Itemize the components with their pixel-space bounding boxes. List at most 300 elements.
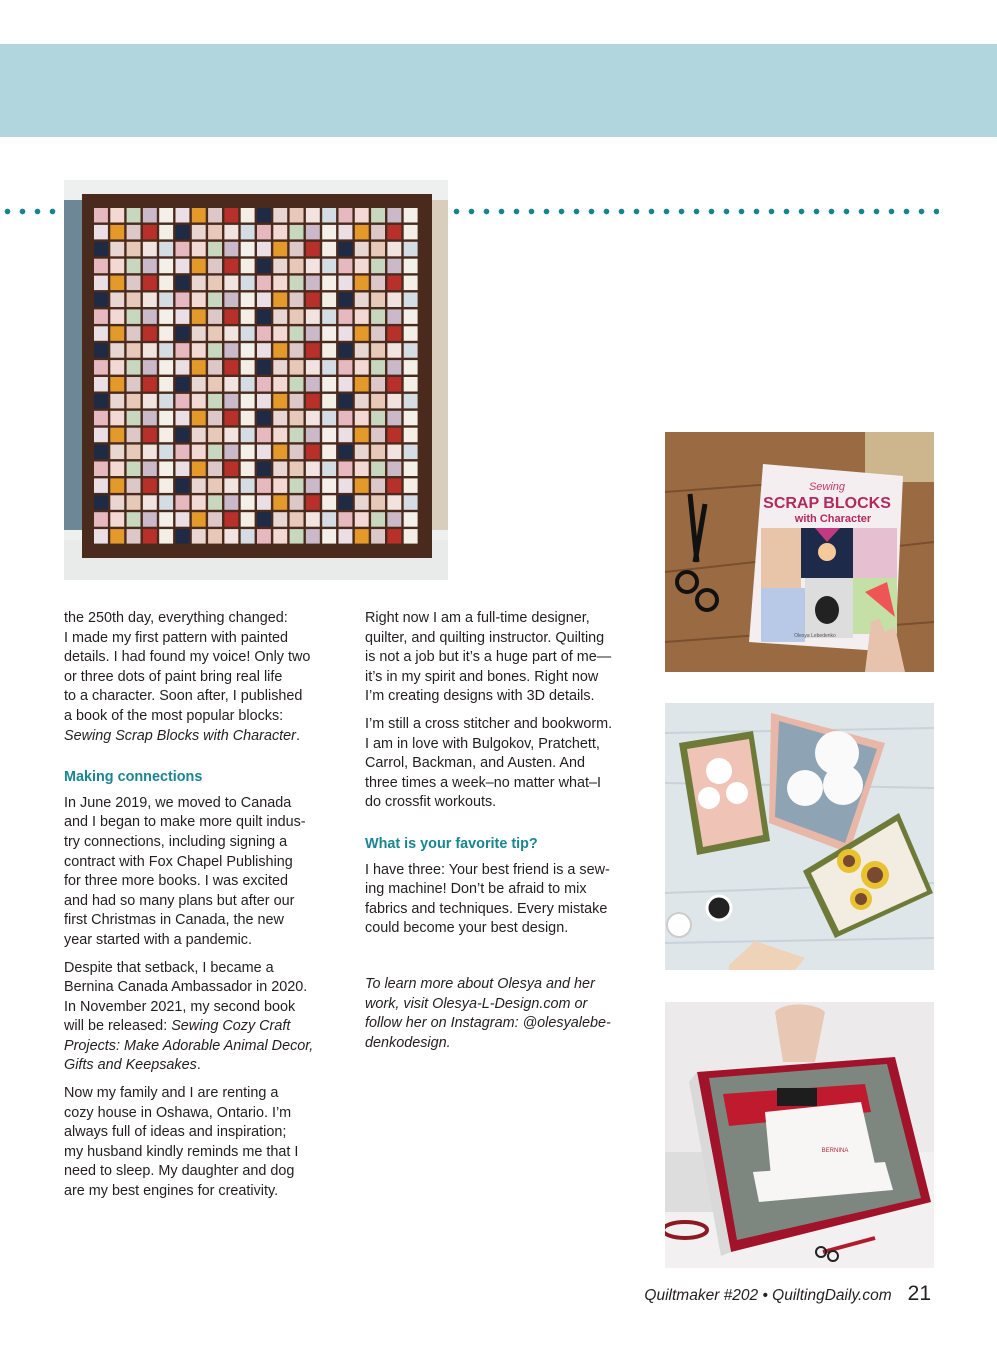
- quilt-block: [290, 293, 304, 308]
- quilt-block: [143, 259, 157, 274]
- quilt-block: [306, 495, 320, 510]
- quilt-block: [224, 326, 238, 341]
- quilt-block: [371, 428, 385, 443]
- quilt-block: [290, 394, 304, 409]
- bernina-label: BERNINA: [821, 1148, 849, 1154]
- paragraph: In June 2019, we moved to Canada and I began to make more quilt indus- try connections, including signing a contract with Fox Chapel Publishing for three more books. I was excited and had so many plans but after our first Christmas in Canada, the new year started with a pandemic.: [64, 794, 306, 948]
- quilt-block: [94, 360, 108, 375]
- paragraph: Right now I am a full-time designer, quilter, and quilting instructor. Quilting is not a job but it’s a huge part of me— it’s in my spirit and bones. Right now I’m creating designs with 3D details.: [365, 610, 612, 705]
- quilt-block: [192, 394, 206, 409]
- quilt-block: [290, 360, 304, 375]
- quilt-block: [387, 462, 401, 477]
- quilt-block: [224, 309, 238, 324]
- quilt-block: [110, 445, 124, 460]
- contact-info-text: To learn more about Olesya and her work, visit Olesya-L-Design.com or follow her on Instagram: @olesyalebe- denkodesign.: [365, 975, 611, 1051]
- quilt-block: [404, 225, 418, 240]
- punctuation: .: [295, 727, 300, 744]
- quilt-block: [143, 276, 157, 291]
- quilt-block: [387, 394, 401, 409]
- quilt-block: [127, 276, 141, 291]
- quilt-block: [290, 276, 304, 291]
- quilt-block: [306, 462, 320, 477]
- quilt-block: [322, 445, 336, 460]
- quilt-block: [355, 242, 369, 256]
- article-column-1: [64, 609, 349, 1210]
- quilt-block: [176, 394, 190, 409]
- quilt-block: [192, 512, 206, 527]
- quilt-block: [387, 360, 401, 375]
- quilt-block: [339, 529, 353, 544]
- quilt-block: [159, 394, 173, 409]
- quilt-block: [241, 529, 255, 544]
- quilt-block: [159, 478, 173, 493]
- quilt-block: [192, 411, 206, 426]
- quilt-block: [208, 360, 222, 375]
- quilt-block: [208, 293, 222, 308]
- quilt-block: [404, 360, 418, 375]
- quilt-block: [127, 411, 141, 426]
- book-title-line3: with Character: [794, 513, 872, 525]
- quilt-block: [127, 495, 141, 510]
- mini-quilts-photo: [665, 703, 934, 970]
- quilt-block: [387, 309, 401, 324]
- quilt-block: [159, 360, 173, 375]
- quilt-block: [241, 428, 255, 443]
- quilt-block: [290, 495, 304, 510]
- quilt-block: [322, 208, 336, 223]
- quilt-block: [159, 343, 173, 358]
- article-column-2: [365, 609, 655, 1061]
- quilt-block: [241, 445, 255, 460]
- quilt-block: [143, 495, 157, 510]
- quilt-block: [387, 259, 401, 274]
- quilt-block: [290, 343, 304, 358]
- quilt-block: [143, 394, 157, 409]
- quilt-block: [159, 377, 173, 392]
- quilt-block: [176, 343, 190, 358]
- quilt-block: [404, 293, 418, 308]
- quilt-block: [257, 259, 271, 274]
- quilt-block: [241, 343, 255, 358]
- quilt-block: [241, 259, 255, 274]
- quilt-block: [322, 259, 336, 274]
- quilt-block: [143, 326, 157, 341]
- quilt-block: [371, 462, 385, 477]
- quilt-block: [143, 360, 157, 375]
- quilt-block: [241, 293, 255, 308]
- quilt-block: [127, 529, 141, 544]
- quilt-block: [290, 242, 304, 256]
- quilt-block: [387, 343, 401, 358]
- quilt-block: [339, 512, 353, 527]
- quilt-block: [404, 411, 418, 426]
- quilt-block: [159, 462, 173, 477]
- quilt-block: [339, 259, 353, 274]
- quilt-block: [371, 495, 385, 510]
- quilt-block: [110, 276, 124, 291]
- quilt-block: [371, 394, 385, 409]
- quilt-block: [176, 445, 190, 460]
- quilt-block: [404, 495, 418, 510]
- quilt-block: [176, 529, 190, 544]
- paragraph: I have three: Your best friend is a sew- ing machine! Don’t be afraid to mix fabrics and techniques. Every mistake could become your best design.: [365, 861, 610, 937]
- quilt-block: [208, 445, 222, 460]
- book-author: Olesya Lebedenko: [794, 633, 836, 639]
- quilt-block: [176, 259, 190, 274]
- quilt-block: [241, 309, 255, 324]
- quilt-block: [143, 343, 157, 358]
- quilt-block: [110, 428, 124, 443]
- quilt-block: [387, 225, 401, 240]
- quilt-block: [257, 377, 271, 392]
- quilt-block: [306, 377, 320, 392]
- quilt-block: [241, 208, 255, 223]
- quilt-block: [339, 208, 353, 223]
- quilt-block: [355, 394, 369, 409]
- quilt-block: [159, 529, 173, 544]
- quilt-block: [273, 360, 287, 375]
- quilt-block: [339, 377, 353, 392]
- quilt-block: [306, 512, 320, 527]
- quilt-block: [176, 293, 190, 308]
- quilt-block: [355, 343, 369, 358]
- quilt-block: [371, 259, 385, 274]
- quilt-block: [208, 478, 222, 493]
- quilt-block: [387, 242, 401, 256]
- quilt-block: [159, 293, 173, 308]
- quilt-block: [257, 360, 271, 375]
- quilt-block: [322, 377, 336, 392]
- quilt-block: [339, 478, 353, 493]
- quilt-block: [241, 326, 255, 341]
- quilt-block: [143, 478, 157, 493]
- paragraph-text: the 250th day, everything changed: I made my first pattern with painted details. I had found my voice! Only two or three dots of paint bring real life to a character. Soon after, I published a book of the most popular blocks:: [64, 610, 311, 724]
- quilt-block: [159, 276, 173, 291]
- quilt-block: [371, 309, 385, 324]
- quilt-block: [355, 529, 369, 544]
- quilt-block: [306, 445, 320, 460]
- quilt-block: [208, 225, 222, 240]
- quilt-block: [306, 360, 320, 375]
- paragraph: Now my family and I are renting a cozy house in Oshawa, Ontario. I’m always full of ideas and inspiration; my husband kindly reminds me that I need to sleep. My daughter and dog are my best engines for creativity.: [64, 1085, 299, 1200]
- quilt-block: [224, 462, 238, 477]
- quilt-block: [159, 208, 173, 223]
- quilt-block: [257, 495, 271, 510]
- quilt-block: [143, 225, 157, 240]
- quilt-block: [322, 293, 336, 308]
- quilt-block: [273, 259, 287, 274]
- quilt-block: [355, 495, 369, 510]
- quilt-block: [290, 411, 304, 426]
- quilt-block: [110, 225, 124, 240]
- quilt-block: [404, 377, 418, 392]
- paragraph-text: Despite that setback, I became a Bernina Canada Ambassador in 2020. In November 2021, my second book will be released:: [64, 959, 308, 1035]
- quilt-block: [192, 529, 206, 544]
- quilt-block: [241, 242, 255, 256]
- quilt-block: [208, 208, 222, 223]
- quilt-block: [159, 309, 173, 324]
- section-heading-making-connections: Making connections: [64, 769, 203, 786]
- quilt-block: [355, 512, 369, 527]
- quilt-block: [192, 326, 206, 341]
- quilt-block: [355, 445, 369, 460]
- quilt-block: [273, 309, 287, 324]
- quilt-block: [241, 377, 255, 392]
- quilt-block: [322, 326, 336, 341]
- quilt-block: [306, 225, 320, 240]
- quilt-block: [355, 377, 369, 392]
- book-title-italic: Sewing Scrap Blocks with Character: [64, 727, 296, 744]
- quilt-block: [257, 445, 271, 460]
- quilt-block: [306, 529, 320, 544]
- quilt-block: [192, 428, 206, 443]
- quilt-block: [339, 343, 353, 358]
- punctuation: .: [196, 1057, 201, 1074]
- quilt-block: [192, 242, 206, 256]
- quilt-block: [306, 343, 320, 358]
- quilt-block: [404, 478, 418, 493]
- quilt-block: [224, 225, 238, 240]
- quilt-block: [94, 495, 108, 510]
- quilt-block: [208, 326, 222, 341]
- quilt-block: [257, 529, 271, 544]
- quilt-block: [290, 377, 304, 392]
- quilt-block: [176, 478, 190, 493]
- quilt-block: [273, 529, 287, 544]
- quilt-block: [371, 377, 385, 392]
- quilt-block: [387, 445, 401, 460]
- quilt-block: [94, 276, 108, 291]
- quilt-block: [110, 259, 124, 274]
- quilt-block: [306, 394, 320, 409]
- quilt-block: [387, 529, 401, 544]
- quilt-block: [94, 259, 108, 274]
- quilt-block: [224, 411, 238, 426]
- quilt-block: [387, 411, 401, 426]
- quilt-block: [322, 478, 336, 493]
- quilt-block: [208, 343, 222, 358]
- quilt-block: [290, 512, 304, 527]
- quilt-block: [208, 428, 222, 443]
- quilt-block: [322, 276, 336, 291]
- quilt-block: [224, 293, 238, 308]
- section-heading-favorite-tip: What is your favorite tip?: [365, 835, 538, 852]
- quilt-block: [339, 360, 353, 375]
- quilt-block: [224, 394, 238, 409]
- quilt-block: [339, 445, 353, 460]
- quilt-block: [355, 478, 369, 493]
- quilt-block: [404, 394, 418, 409]
- quilt-block: [127, 445, 141, 460]
- quilt-block: [143, 411, 157, 426]
- quilt-block: [306, 326, 320, 341]
- quilt-block: [404, 242, 418, 256]
- quilt-block: [192, 293, 206, 308]
- quilt-block: [127, 343, 141, 358]
- quilt-block: [143, 462, 157, 477]
- quilt-block: [355, 411, 369, 426]
- quilt-block: [355, 309, 369, 324]
- quilt-block: [322, 360, 336, 375]
- quilt-block: [176, 309, 190, 324]
- quilt-block: [257, 512, 271, 527]
- quilt-block: [290, 445, 304, 460]
- quilt-block: [176, 377, 190, 392]
- quilt-block: [355, 259, 369, 274]
- quilt-block: [127, 462, 141, 477]
- quilt-block: [241, 478, 255, 493]
- quilt-block: [192, 343, 206, 358]
- quilt-block: [94, 377, 108, 392]
- book-photo: [665, 432, 934, 672]
- quilt-block: [127, 326, 141, 341]
- paragraph: [64, 959, 349, 1077]
- quilt-block: [322, 394, 336, 409]
- quilt-block: [110, 343, 124, 358]
- quilt-block: [371, 529, 385, 544]
- quilt-block: [257, 242, 271, 256]
- quilt-block: [322, 529, 336, 544]
- paragraph: [64, 609, 349, 746]
- quilt-block: [257, 309, 271, 324]
- quilt-block: [176, 326, 190, 341]
- quilt-block: [273, 394, 287, 409]
- quilt-block: [290, 529, 304, 544]
- quilt-block: [110, 208, 124, 223]
- quilt-block: [404, 276, 418, 291]
- quilt-block: [387, 428, 401, 443]
- quilt-block: [387, 276, 401, 291]
- quilt-block: [355, 276, 369, 291]
- quilt-block: [273, 428, 287, 443]
- quilt-block: [224, 276, 238, 291]
- quilt-block: [94, 512, 108, 527]
- quilt-block: [127, 309, 141, 324]
- quilt-block: [208, 529, 222, 544]
- book-title-line2: SCRAP BLOCKS: [763, 495, 891, 512]
- quilt-block: [224, 259, 238, 274]
- quilt-block: [371, 360, 385, 375]
- quilt-block: [371, 411, 385, 426]
- quilt-block: [192, 495, 206, 510]
- quilt-block: [273, 242, 287, 256]
- quilt-block: [322, 309, 336, 324]
- quilt-block: [273, 326, 287, 341]
- quilt-block: [159, 242, 173, 256]
- quilt-block: [224, 529, 238, 544]
- quilt-block: [257, 326, 271, 341]
- quilt-block: [176, 512, 190, 527]
- header-color-band: [0, 44, 997, 137]
- quilt-block: [127, 377, 141, 392]
- quilt-block: [290, 428, 304, 443]
- quilt-block: [176, 360, 190, 375]
- quilt-block: [241, 495, 255, 510]
- quilt-block: [143, 208, 157, 223]
- quilt-block: [371, 225, 385, 240]
- quilt-block: [404, 309, 418, 324]
- quilt-block: [257, 428, 271, 443]
- quilt-block: [208, 411, 222, 426]
- quilt-block: [208, 495, 222, 510]
- quilt-block: [176, 462, 190, 477]
- quilt-block: [322, 495, 336, 510]
- quilt-block: [404, 445, 418, 460]
- quilt-block: [192, 208, 206, 223]
- quilt-block: [94, 411, 108, 426]
- quilt-block: [257, 411, 271, 426]
- quilt-block: [192, 360, 206, 375]
- quilt-block: [273, 276, 287, 291]
- quilt-block: [387, 495, 401, 510]
- quilt-block: [290, 326, 304, 341]
- quilt-block: [224, 428, 238, 443]
- quilt-block: [94, 225, 108, 240]
- quilt-block: [273, 462, 287, 477]
- quilt-block: [355, 360, 369, 375]
- quilt-block: [404, 343, 418, 358]
- quilt-block: [339, 411, 353, 426]
- quilt-block: [273, 512, 287, 527]
- quilt-block: [339, 276, 353, 291]
- quilt-block: [224, 478, 238, 493]
- quilt-photo: [64, 180, 448, 580]
- quilt-block: [224, 377, 238, 392]
- quilt-block: [110, 360, 124, 375]
- quilt-block: [208, 309, 222, 324]
- quilt-block: [176, 495, 190, 510]
- quilt-block: [224, 343, 238, 358]
- quilt-block: [241, 462, 255, 477]
- quilt-block: [306, 428, 320, 443]
- quilt-block: [192, 377, 206, 392]
- quilt-block: [110, 394, 124, 409]
- quilt-block: [208, 462, 222, 477]
- quilt-block: [322, 462, 336, 477]
- quilt-block: [143, 242, 157, 256]
- quilt-block: [257, 293, 271, 308]
- quilt-block: [208, 276, 222, 291]
- quilt-block: [110, 462, 124, 477]
- quilt-block: [404, 512, 418, 527]
- quilt-block: [94, 462, 108, 477]
- quilt-block: [143, 293, 157, 308]
- quilt-block: [159, 445, 173, 460]
- quilt-block: [143, 512, 157, 527]
- quilt-block: [371, 445, 385, 460]
- quilt-block: [355, 293, 369, 308]
- quilt-block: [355, 428, 369, 443]
- quilt-block: [404, 208, 418, 223]
- quilt-block: [110, 309, 124, 324]
- quilt-block: [371, 276, 385, 291]
- quilt-block: [257, 462, 271, 477]
- quilt-block: [241, 512, 255, 527]
- quilt-block: [176, 428, 190, 443]
- quilt-block: [159, 495, 173, 510]
- quilt-block: [94, 343, 108, 358]
- quilt-block: [94, 445, 108, 460]
- quilt-block: [371, 512, 385, 527]
- quilt-block: [159, 512, 173, 527]
- quilt-block: [306, 478, 320, 493]
- quilt-block: [159, 225, 173, 240]
- quilt-block: [290, 309, 304, 324]
- quilt-block: [387, 478, 401, 493]
- quilt-block: [355, 208, 369, 223]
- quilt-block: [387, 512, 401, 527]
- quilt-block: [127, 478, 141, 493]
